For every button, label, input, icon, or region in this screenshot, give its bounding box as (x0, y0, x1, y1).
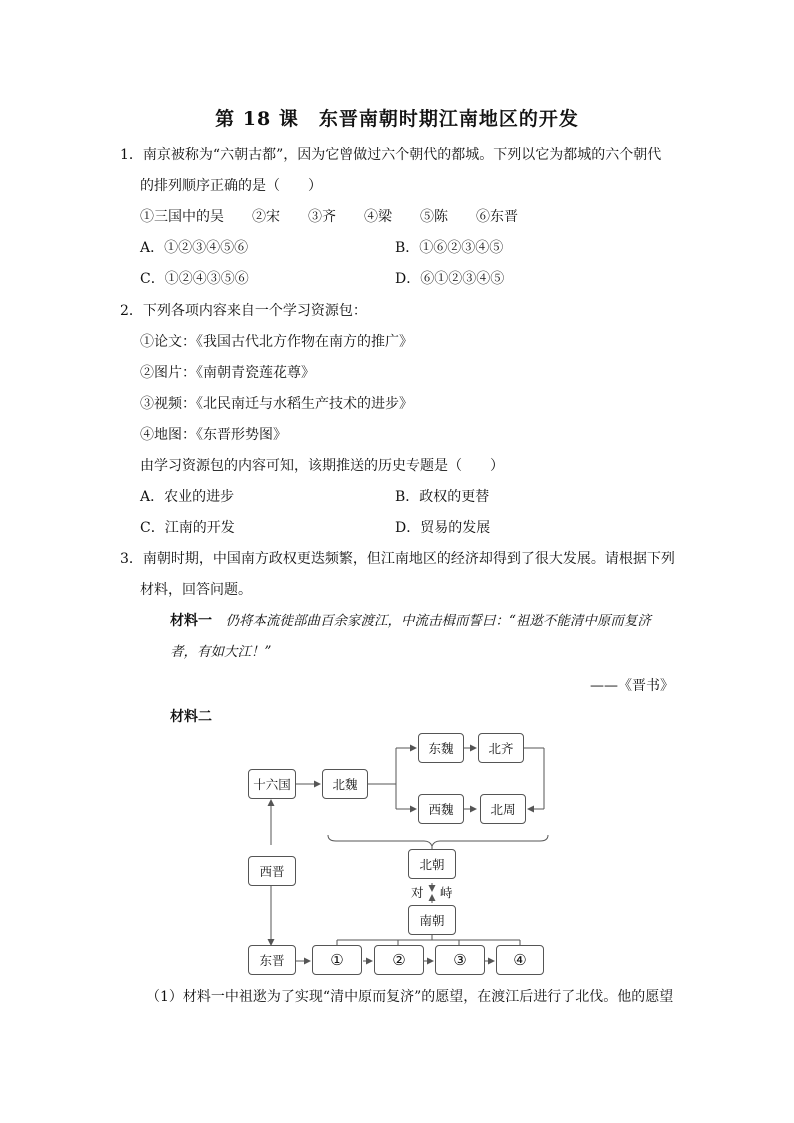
q1-stem-line1: 1．南京被称为“六朝古都”，因为它曾做过六个朝代的都城。下列以它为都城的六个朝代 (120, 147, 662, 163)
page-title: 第 18 课 东晋南朝时期江南地区的开发 (215, 108, 579, 130)
material-1 (170, 611, 651, 631)
diagram-connectors (240, 725, 560, 980)
q2-resource-4: ④地图：《东晋形势图》 (140, 427, 287, 443)
node-beiwei: 北魏 (322, 769, 368, 799)
label-zhi: 峙 (440, 885, 453, 900)
q2-resource-3: ③视频：《北民南迁与水稻生产技术的进步》 (140, 396, 413, 412)
q3-stem-line1: 3．南朝时期，中国南方政权更迭频繁，但江南地区的经济却得到了很大发展。请根据下列 (120, 551, 675, 567)
beichao-brace (328, 835, 548, 846)
q1-items: ①三国中的吴 ②宋 ③齐 ④梁 ⑤陈 ⑥东晋 (140, 209, 518, 225)
node-dongjin: 东晋 (248, 945, 296, 975)
material-1-text-1: 仍将本流徙部曲百余家渡江，中流击楫而誓曰：“祖逖不能清中原而复济 (212, 613, 651, 629)
node-nanchao: 南朝 (408, 905, 456, 935)
node-beiqi: 北齐 (478, 733, 524, 763)
q1-stem-line2: 的排列顺序正确的是（ ） (140, 178, 322, 194)
node-blank-2: ② (374, 945, 424, 975)
node-dongwei: 东魏 (418, 733, 464, 763)
q2-stem: 2．下列各项内容来自一个学习资源包： (120, 303, 367, 319)
node-shiliuguo: 十六国 (248, 769, 296, 799)
label-dui: 对 (411, 885, 424, 900)
node-xijin: 西晋 (248, 856, 296, 886)
q1-option-d: D．⑥①②③④⑤ (395, 271, 505, 287)
q1-option-a: A．①②③④⑤⑥ (140, 240, 249, 256)
q2-resource-1: ①论文：《我国古代北方作物在南方的推广》 (140, 334, 413, 350)
dynasty-flow-diagram (240, 725, 560, 980)
node-blank-1: ① (312, 945, 362, 975)
q2-resource-2: ②图片：《南朝青瓷莲花尊》 (140, 365, 315, 381)
material-2-label: 材料二 (170, 709, 212, 725)
q2-option-a: A．农业的进步 (140, 489, 235, 505)
node-beichao: 北朝 (408, 849, 456, 879)
q3-sub-question-1: （1）材料一中祖逖为了实现“清中原而复济”的愿望，在渡江后进行了北伐。他的愿望 (146, 989, 674, 1005)
material-1-text-2: 者，有如大江！” (170, 644, 272, 660)
q1-option-c: C．①②④③⑤⑥ (140, 271, 249, 287)
q2-option-d: D．贸易的发展 (395, 520, 491, 536)
material-1-label: 材料一 (170, 613, 212, 629)
q1-option-b: B．①⑥②③④⑤ (395, 240, 504, 256)
q2-option-c: C．江南的开发 (140, 520, 235, 536)
q2-question: 由学习资源包的内容可知，该期推送的历史专题是（ ） (140, 458, 504, 474)
q3-stem-line2: 材料，回答问题。 (140, 582, 252, 598)
node-blank-4: ④ (496, 945, 544, 975)
node-xiwei: 西魏 (418, 794, 464, 824)
material-1-source: ——《晋书》 (590, 678, 674, 694)
q2-option-b: B．政权的更替 (395, 489, 490, 505)
node-blank-3: ③ (435, 945, 485, 975)
node-beizhou: 北周 (480, 794, 526, 824)
